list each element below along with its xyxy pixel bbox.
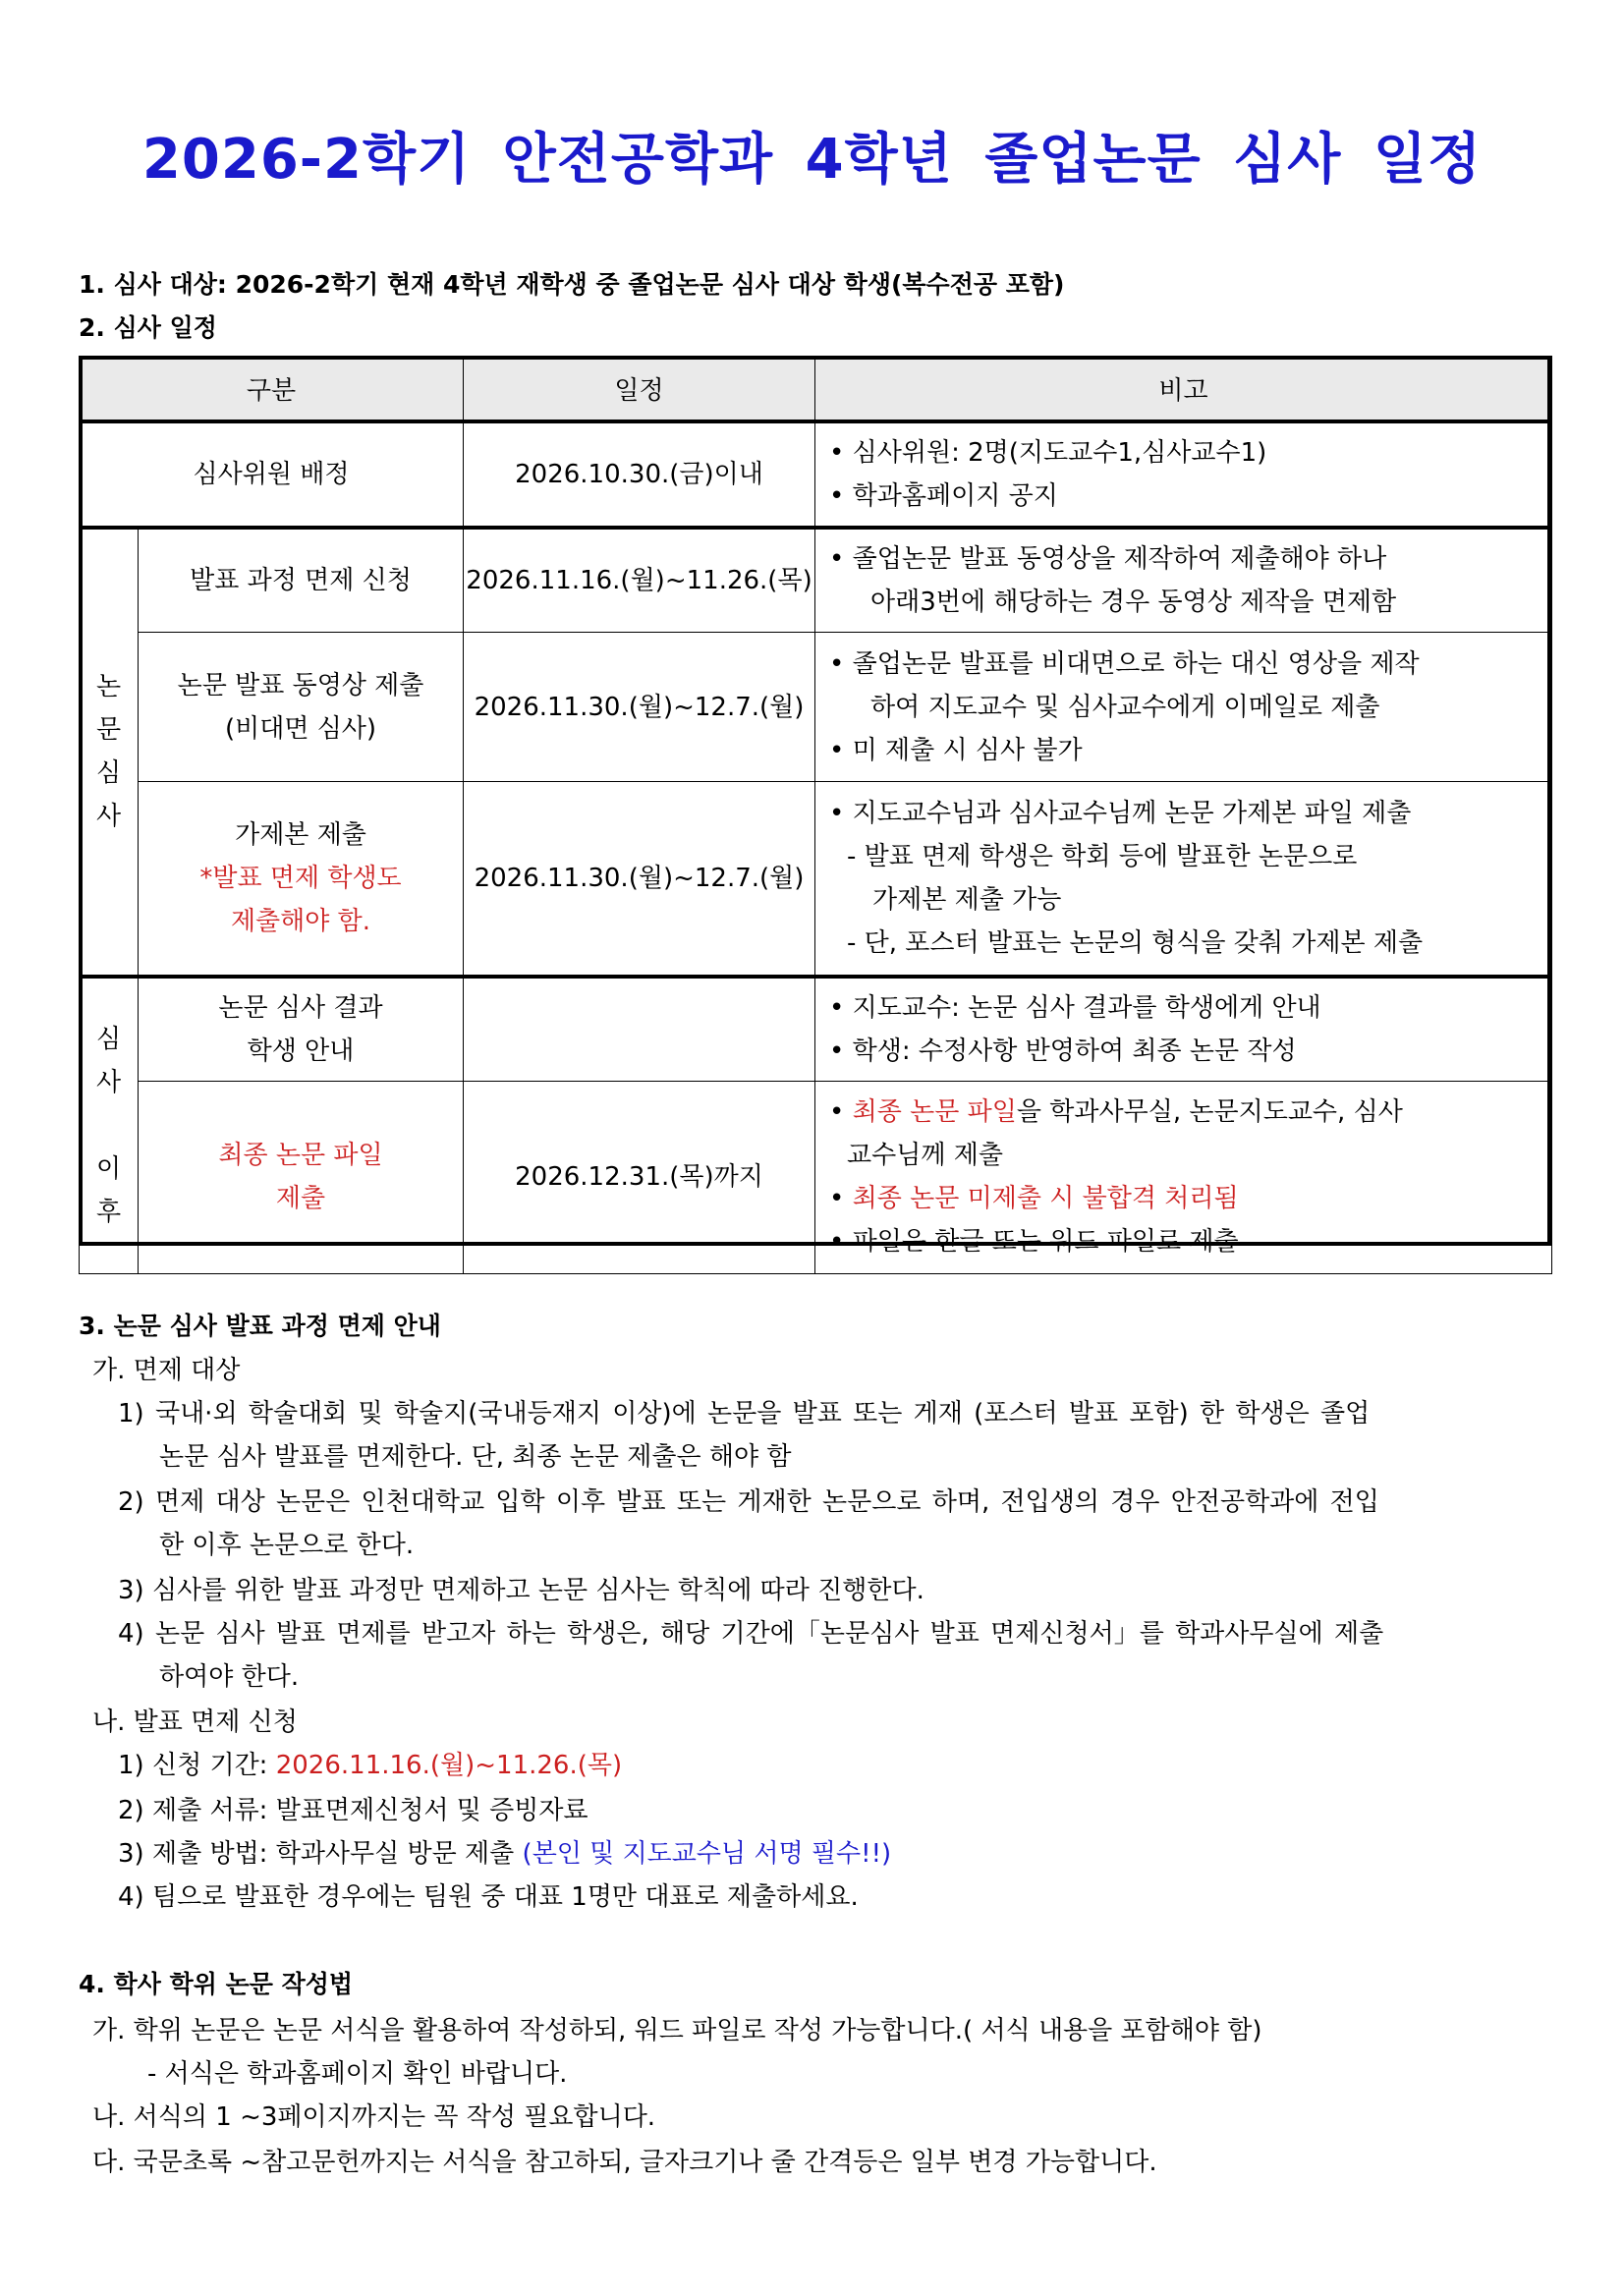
exemption-item: 한 이후 논문으로 한다. bbox=[159, 1531, 415, 1560]
section-1-target: 1. 심사 대상: 2026-2학기 현재 4학년 재학생 중 졸업논문 심사 대상 학생(복수전공 포함) bbox=[79, 270, 1065, 299]
table-row bbox=[80, 421, 1552, 528]
row-notes bbox=[815, 421, 1552, 528]
row-label: 논문 발표 동영상 제출 (비대면 심사) bbox=[139, 633, 464, 782]
row-notes bbox=[815, 1081, 1552, 1273]
writing-guide-line: 가. 학위 논문은 논문 서식을 활용하여 작성하되, 워드 파일로 작성 가능합니다.( 서식 내용을 포함해야 함) bbox=[92, 2016, 1262, 2045]
table-row bbox=[80, 782, 1552, 977]
note-line: • 학과홈페이지 공지 bbox=[829, 481, 1058, 511]
row-date: 2026.12.31.(목)까지 bbox=[464, 1081, 815, 1273]
note-line: • 졸업논문 발표를 비대면으로 하는 대신 영상을 제작 bbox=[829, 648, 1420, 679]
row-date: 2026.11.30.(월)~12.7.(월) bbox=[464, 782, 815, 977]
note-line: - 발표 면제 학생은 학회 등에 발표한 논문으로 bbox=[847, 841, 1358, 871]
note-line: - 단, 포스터 발표는 논문의 형식을 갖춰 가제본 제출 bbox=[847, 927, 1424, 958]
header-date: 일정 bbox=[464, 357, 815, 422]
writing-guide-line: - 서식은 학과홈페이지 확인 바랍니다. bbox=[147, 2059, 568, 2089]
exemption-item: 4) 논문 심사 발표 면제를 받고자 하는 학생은, 해당 기간에「논문심사 발표 면제신청서」를 학과사무실에 제출 bbox=[118, 1619, 1384, 1649]
application-item: 3) 제출 방법: 학과사무실 방문 제출 (본인 및 지도교수님 서명 필수!!) bbox=[118, 1839, 892, 1869]
note-line: • 최종 논문 파일을 학과사무실, 논문지도교수, 심사 bbox=[829, 1097, 1403, 1127]
table-row bbox=[80, 528, 1552, 633]
section-3-sub-na: 나. 발표 면제 신청 bbox=[92, 1708, 298, 1737]
row-label: 논문 심사 결과 학생 안내 bbox=[139, 977, 464, 1082]
schedule-table bbox=[79, 356, 1552, 1274]
note-line: • 지도교수님과 심사교수님께 논문 가제본 파일 제출 bbox=[829, 798, 1412, 828]
note-line: • 학생: 수정사항 반영하여 최종 논문 작성 bbox=[829, 1036, 1297, 1066]
row-date bbox=[464, 977, 815, 1082]
table-row bbox=[80, 633, 1552, 782]
note-line: 아래3번에 해당하는 경우 동영상 제작을 면제함 bbox=[870, 588, 1397, 617]
note-line: • 파일은 한글 또는 워드 파일로 제출 bbox=[829, 1227, 1239, 1257]
row-notes bbox=[815, 977, 1552, 1082]
exemption-item: 논문 심사 발표를 면제한다. 단, 최종 논문 제출은 해야 함 bbox=[159, 1442, 792, 1472]
row-label: 가제본 제출 *발표 면제 학생도 제출해야 함. bbox=[139, 782, 464, 977]
exemption-item: 1) 국내·외 학술대회 및 학술지(국내등재지 이상)에 논문을 발표 또는 게재 (포스터 발표 포함) 한 학생은 졸업 bbox=[118, 1399, 1371, 1428]
group-label-after-review: 심 사 이 후 bbox=[80, 977, 139, 1274]
application-item: 2) 제출 서류: 발표면제신청서 및 증빙자료 bbox=[118, 1796, 588, 1825]
row-label: 발표 과정 면제 신청 bbox=[139, 528, 464, 633]
section-2-heading: 2. 심사 일정 bbox=[79, 313, 217, 342]
note-line: 가제본 제출 가능 bbox=[872, 884, 1062, 915]
row-date: 2026.11.16.(월)~11.26.(목) bbox=[464, 528, 815, 633]
header-category: 구분 bbox=[80, 357, 464, 422]
row-notes bbox=[815, 528, 1552, 633]
row-label: 최종 논문 파일 제출 bbox=[139, 1081, 464, 1273]
application-item: 4) 팀으로 발표한 경우에는 팀원 중 대표 1명만 대표로 제출하세요. bbox=[118, 1882, 859, 1912]
table-row bbox=[80, 1081, 1552, 1273]
note-line: • 최종 논문 미제출 시 불합격 처리됨 bbox=[829, 1184, 1239, 1213]
application-item: 1) 신청 기간: 2026.11.16.(월)~11.26.(목) bbox=[118, 1751, 623, 1780]
exemption-item: 3) 심사를 위한 발표 과정만 면제하고 논문 심사는 학칙에 따라 진행한다. bbox=[118, 1576, 924, 1605]
section-4-heading: 4. 학사 학위 논문 작성법 bbox=[79, 1970, 354, 1998]
exemption-item: 하여야 한다. bbox=[159, 1662, 300, 1692]
page-title: 2026-2학기 안전공학과 4학년 졸업논문 심사 일정 bbox=[141, 128, 1483, 192]
table-header-row bbox=[80, 357, 1552, 422]
row-date: 2026.11.30.(월)~12.7.(월) bbox=[464, 633, 815, 782]
note-line: • 졸업논문 발표 동영상을 제작하여 제출해야 하나 bbox=[829, 544, 1387, 574]
row-label: 심사위원 배정 bbox=[80, 421, 464, 528]
writing-guide-line: 나. 서식의 1 ~3페이지까지는 꼭 작성 필요합니다. bbox=[92, 2102, 656, 2132]
note-line: 하여 지도교수 및 심사교수에게 이메일로 제출 bbox=[870, 692, 1380, 722]
writing-guide-line: 다. 국문초록 ~참고문헌까지는 서식을 참고하되, 글자크기나 줄 간격등은 일부 변경 가능합니다. bbox=[92, 2148, 1157, 2177]
table-row bbox=[80, 977, 1552, 1082]
row-date: 2026.10.30.(금)이내 bbox=[464, 421, 815, 528]
note-line: • 심사위원: 2명(지도교수1,심사교수1) bbox=[829, 438, 1267, 468]
section-3-heading: 3. 논문 심사 발표 과정 면제 안내 bbox=[79, 1312, 441, 1340]
section-3-sub-ga: 가. 면제 대상 bbox=[92, 1356, 241, 1385]
row-notes bbox=[815, 782, 1552, 977]
exemption-item: 2) 면제 대상 논문은 인천대학교 입학 이후 발표 또는 게재한 논문으로 하며, 전입생의 경우 안전공학과에 전입 bbox=[118, 1487, 1379, 1517]
note-line: • 지도교수: 논문 심사 결과를 학생에게 안내 bbox=[829, 992, 1321, 1023]
group-label-thesis-review: 논 문 심 사 bbox=[80, 528, 139, 977]
header-notes: 비고 bbox=[815, 357, 1552, 422]
row-notes bbox=[815, 633, 1552, 782]
note-line: • 미 제출 시 심사 불가 bbox=[829, 735, 1083, 765]
note-line: 교수님께 제출 bbox=[847, 1141, 1003, 1170]
